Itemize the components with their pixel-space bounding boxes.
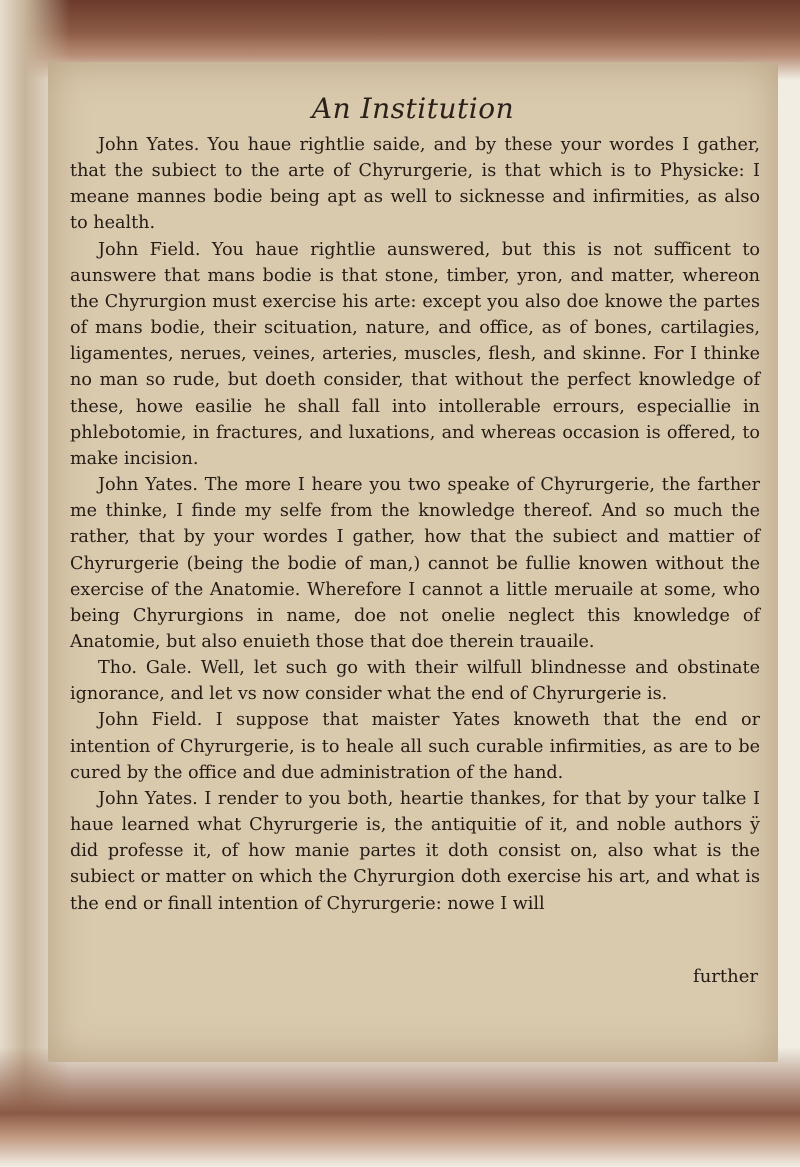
paragraph-3: John Yates. The more I heare you two speake of Chyrurgerie, the farther me thinke, I finde my selfe from the knowledge thereof. And so much the rather, that by your wordes I gather, how that the subiect and mattier of Chyrurgerie (being the bodie of man,) cannot be fullie knowen without the exercise of the Anatomie. Wherefore I cannot a little meruaile at some, who being Chyrurgions in name, doe not onelie neglect this knowledge of Anatomie, but also enuieth those that doe therein trauaile. — [70, 475, 760, 652]
running-head: An Institution — [311, 92, 515, 125]
photo-edge-bottom — [0, 1047, 800, 1167]
paragraph-1: John Yates. You haue rightlie saide, and by these your wordes I gather, that the subiect to the arte of Chyrurgerie, is that which is to Physicke: I meane mannes bodie being apt as well to sicknesse and infirmities, as also to health. — [70, 135, 760, 234]
paragraph-4: Tho. Gale. Well, let such go with their wilfull blindnesse and obstinate ignorance, and let vs now consider what the end of Chyrurgerie is. — [70, 658, 760, 705]
paragraph-6: John Yates. I render to you both, heartie thankes, for that by your talke I haue learned what Chyrurgerie is, the antiquitie of it, and noble authors ÿ did professe it, of how manie partes it doth consist on, also what is the subiect or matter on which the Chyrurgion doth exercise his art, and what is the end or finall intention of Chyrurgerie: nowe I will — [70, 788, 760, 914]
body-text — [70, 132, 760, 917]
book-page — [48, 62, 778, 1062]
paragraph-2: John Field. You haue rightlie aunswered, but this is not sufficent to aunswere that mans bodie is that stone, timber, yron, and matter, whereon the Chyrurgion must exercise his arte: except you also doe knowe the partes of mans bodie, their scituation, nature, and office, as of bones, cartilagies, ligamentes, nerues, veines, arteries, muscles, flesh, and skinne. For I thinke no man so rude, but doeth consider, that without the perfect knowledge of these, howe easilie he shall fall into intollerable errours, especiallie in phlebotomie, in fractures, and luxations, and whereas occasion is offered, to make incision. — [70, 239, 760, 469]
paragraph-5: John Field. I suppose that maister Yates knoweth that the end or intention of Chyrurgerie, is to heale all such curable infirmities, as are to be cured by the office and due administration of the hand. — [70, 710, 760, 783]
catchword: further — [693, 966, 758, 987]
